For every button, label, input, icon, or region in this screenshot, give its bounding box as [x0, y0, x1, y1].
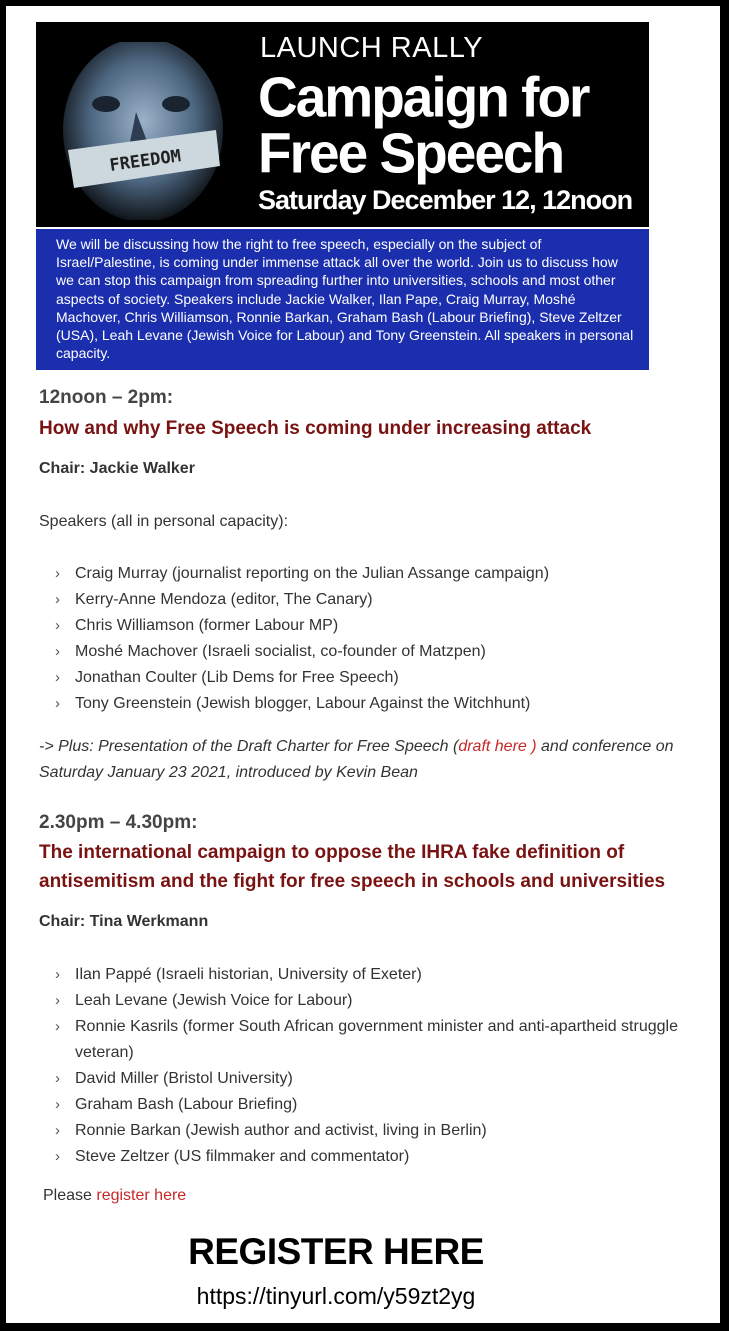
list-item: › Kerry-Anne Mendoza (editor, The Canary) [54, 587, 694, 613]
charter-note: -> Plus: Presentation of the Draft Charter for Free Speech (draft here ) and conference on Saturday January 23 2021, introduced by Kevin Bean [39, 738, 674, 781]
list-item: › Chris Williamson (former Labour MP) [54, 613, 694, 639]
event-banner [36, 22, 649, 370]
chevron-right-icon: › [55, 643, 60, 660]
launch-rally-label: LAUNCH RALLY [260, 32, 484, 64]
list-item: › Ronnie Kasrils (former South African government minister and anti-apartheid struggle veteran) [54, 1014, 694, 1066]
register-link[interactable]: register here [96, 1187, 187, 1204]
list-item: › Craig Murray (journalist reporting on the Julian Assange campaign) [54, 561, 694, 587]
draft-link[interactable]: draft here ) [458, 738, 537, 755]
banner-description-box [36, 227, 649, 370]
page [6, 6, 720, 1323]
session1-chair: Chair: Jackie Walker [39, 460, 195, 477]
session1-speaker-list [54, 561, 694, 717]
campaign-title-line2: Free Speech [258, 121, 564, 185]
register-line: Please register here [43, 1187, 187, 1204]
chevron-right-icon: › [55, 669, 60, 686]
register-url[interactable]: https://tinyurl.com/y59zt2yg [196, 1283, 476, 1309]
chevron-right-icon: › [55, 966, 60, 983]
event-date: Saturday December 12, 12noon [258, 185, 633, 215]
list-item: › David Miller (Bristol University) [54, 1066, 694, 1092]
list-item: › Leah Levane (Jewish Voice for Labour) [54, 988, 694, 1014]
list-item: › Tony Greenstein (Jewish blogger, Labour Against the Witchhunt) [54, 691, 694, 717]
session1-speakers-label: Speakers (all in personal capacity): [39, 513, 289, 530]
session1-time: 12noon – 2pm: [39, 387, 174, 408]
banner-header [36, 22, 649, 227]
freedom-tape-text: FREEDOM [108, 146, 183, 176]
session1-heading: How and why Free Speech is coming under increasing attack [39, 418, 592, 439]
banner-description: We will be discussing how the right to free speech, especially on the subject of Israel/Palestine, is coming under immense attack all over the world. Join us to discuss how we can stop this campaign from spreading further into universities, schools and most other aspects of society. Speakers include Jackie Walker, Ilan Pape, Craig Murray, Moshé Machover, Chris Williamson, Ronnie Barkan, Graham Bash (Labour Briefing), Steve Zeltzer (USA), Leah Levane (Jewish Voice for Labour) and Tony Greenstein. All speakers in personal capacity. [56, 236, 634, 362]
gagged-face-image [48, 42, 234, 220]
chevron-right-icon: › [55, 695, 60, 712]
chevron-right-icon: › [55, 1148, 60, 1165]
chevron-right-icon: › [55, 992, 60, 1009]
chevron-right-icon: › [55, 1096, 60, 1113]
chevron-right-icon: › [55, 1018, 60, 1035]
chevron-right-icon: › [55, 565, 60, 582]
list-item: › Ronnie Barkan (Jewish author and activist, living in Berlin) [54, 1118, 694, 1144]
campaign-title-line1: Campaign for [258, 65, 589, 129]
chevron-right-icon: › [55, 591, 60, 608]
list-item: › Ilan Pappé (Israeli historian, University of Exeter) [54, 962, 694, 988]
session2-time: 2.30pm – 4.30pm: [39, 812, 198, 833]
session2-speaker-list [54, 962, 694, 1170]
list-item: › Steve Zeltzer (US filmmaker and commentator) [54, 1144, 694, 1170]
chevron-right-icon: › [55, 1122, 60, 1139]
session2-heading: The international campaign to oppose the IHRA fake definition of antisemitism and the fight for free speech in schools and universities [39, 842, 666, 892]
chevron-right-icon: › [55, 1070, 60, 1087]
list-item: › Jonathan Coulter (Lib Dems for Free Speech) [54, 665, 694, 691]
session2-chair: Chair: Tina Werkmann [39, 913, 209, 930]
chevron-right-icon: › [55, 617, 60, 634]
register-here-title: REGISTER HERE [188, 1231, 484, 1272]
list-item: › Graham Bash (Labour Briefing) [54, 1092, 694, 1118]
list-item: › Moshé Machover (Israeli socialist, co-founder of Matzpen) [54, 639, 694, 665]
